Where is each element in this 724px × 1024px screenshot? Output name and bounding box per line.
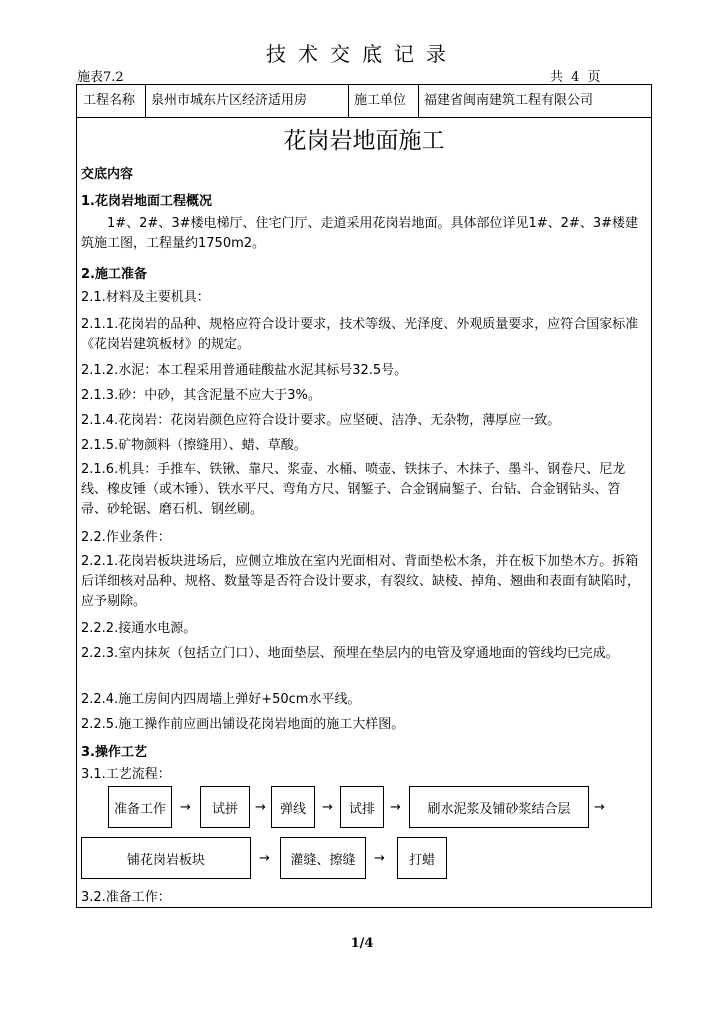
construction-unit-value: 福建省闽南建筑工程有限公司 [424, 93, 594, 108]
paragraph-2-1: 2.1.材料及主要机具： [81, 290, 210, 305]
section-1-text: 1#、2#、3#楼电梯厅、住宅门厅、走道采用花岗岩地面。具体部位详见1#、2#、3#楼建筑施工图，工程量约1750m2。 [81, 216, 638, 251]
flow-step-trial-fit: 试拼 [200, 786, 250, 828]
paragraph-2-2: 2.2.作业条件： [81, 530, 171, 545]
paragraph-2-1-5: 2.1.5.矿物颜料（擦缝用）、蜡、草酸。 [81, 438, 307, 453]
form-code: 施表7.2 [77, 70, 124, 85]
flow-step-prepare: 准备工作 [108, 786, 172, 828]
flow-arrow: → [180, 800, 191, 815]
info-table [76, 84, 652, 118]
document-title: 技术交底记录 [266, 42, 458, 66]
flow-arrow: → [374, 851, 385, 866]
section-3-title: 3.操作工艺 [81, 745, 147, 760]
paragraph-3-1: 3.1.工艺流程： [81, 767, 171, 782]
flow-step-lay-slabs: 铺花岗岩板块 [81, 837, 251, 879]
flow-arrow: → [255, 800, 266, 815]
flow-step-wax: 打蜡 [397, 837, 447, 879]
paragraph-2-1-2: 2.1.2.水泥：本工程采用普通硅酸盐水泥其标号32.5号。 [81, 363, 408, 378]
paragraph-3-2: 3.2.准备工作： [81, 890, 171, 905]
page-title: 花岗岩地面施工 [283, 128, 445, 154]
flow-arrow: → [259, 851, 270, 866]
project-name-value: 泉州市城东片区经济适用房 [151, 93, 308, 108]
flow-arrow: → [322, 800, 333, 815]
page-indicator: 1/4 [350, 936, 374, 951]
paragraph-2-2-3: 2.2.3.室内抹灰（包括立门口）、地面垫层、预埋在垫层内的电管及穿通地面的管线均已完成。 [81, 646, 619, 661]
paragraph-2-2-2: 2.2.2.接通水电源。 [81, 621, 197, 636]
flow-step-snap-line: 弹线 [271, 786, 315, 828]
paragraph-2-1-6: 2.1.6.机具：手推车、铁锹、靠尺、浆壶、水桶、喷壶、铁抹子、木抹子、墨斗、钢卷尺、尼龙线、橡皮锤（或木锤）、铁水平尺、弯角方尺、钢錾子、合金钢扁錾子、台钻、合金钢钻头、笤帚、砂轮锯、磨石机、钢丝刷。 [81, 462, 626, 517]
paragraph-2-1-3: 2.1.3.砂：中砂，其含泥量不应大于3%。 [81, 388, 321, 403]
flow-step-grout-joints: 灌缝、擦缝 [280, 837, 366, 879]
flow-step-bonding-layer: 刷水泥浆及铺砂浆结合层 [409, 786, 589, 828]
construction-unit-label: 施工单位 [354, 93, 407, 108]
page-count: 共 4 页 [550, 70, 603, 85]
paragraph-2-2-1: 2.2.1.花岗岩板块进场后，应侧立堆放在室内光面相对、背面垫松木条，并在板下加垫木方。拆箱后详细核对品种、规格、数量等是否符合设计要求，有裂纹、缺棱、掉角、翘曲和表面有缺陷时，应予剔除。 [81, 554, 641, 609]
paragraph-2-2-5: 2.2.5.施工操作前应画出铺设花岗岩地面的施工大样图。 [81, 717, 405, 732]
section-2-title: 2.施工准备 [81, 267, 147, 282]
flow-arrow: → [390, 800, 401, 815]
intro-label: 交底内容 [81, 167, 134, 182]
flow-step-trial-layout: 试排 [340, 786, 384, 828]
paragraph-2-1-1: 2.1.1.花岗岩的品种、规格应符合设计要求，技术等级、光泽度、外观质量要求，应符合国家标准《花岗岩建筑板材》的规定。 [81, 317, 639, 352]
project-name-label: 工程名称 [83, 93, 136, 108]
paragraph-2-2-4: 2.2.4.施工房间内四周墙上弹好+50cm水平线。 [81, 692, 361, 707]
section-1-title: 1.花岗岩地面工程概况 [81, 194, 212, 209]
paragraph-2-1-4: 2.1.4.花岗岩：花岗岩颜色应符合设计要求。应坚硬、洁净、无杂物，薄厚应一致。 [81, 413, 561, 428]
flow-arrow: → [594, 800, 605, 815]
